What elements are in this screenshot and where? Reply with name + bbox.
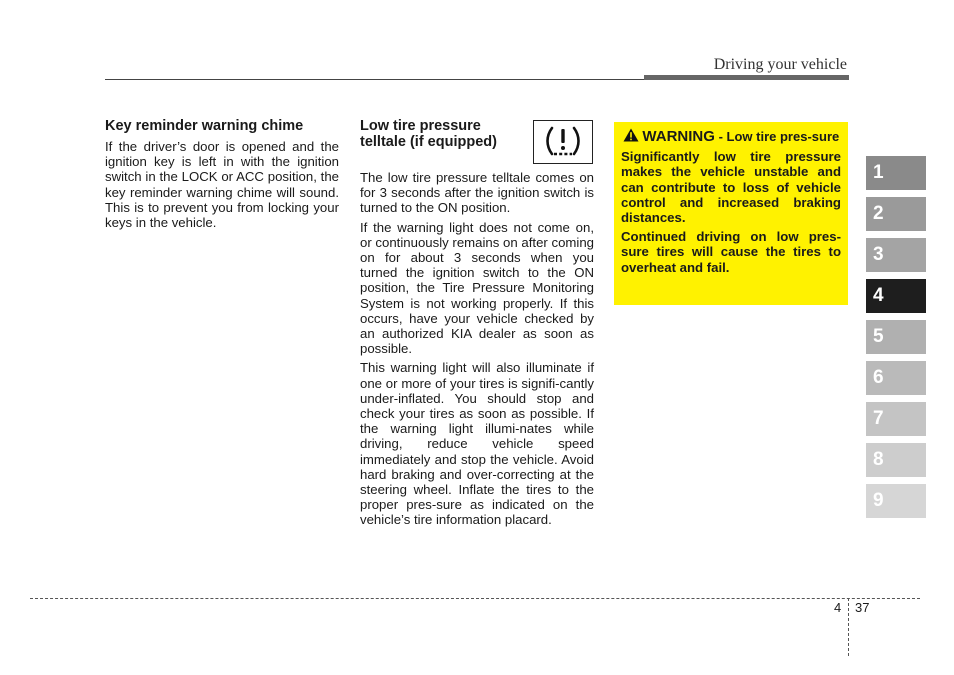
chapter-tabs [866,156,926,525]
section-heading-key-reminder: Key reminder warning chime [105,118,304,134]
running-header: Driving your vehicle [713,56,847,73]
warning-paragraph: Significantly low tire pressure makes the vehicle unstable and can contribute to loss of vehicle control and increased braking distances. [621,149,841,226]
chapter-tab-5[interactable]: 5 [866,320,926,354]
warning-triangle-icon [623,128,639,142]
footer-rule [30,598,920,599]
section-heading-tire-pressure: Low tire pressure telltale (if equipped) [360,118,497,150]
chapter-tab-9[interactable]: 9 [866,484,926,518]
chapter-tab-6[interactable]: 6 [866,361,926,395]
chapter-tab-7[interactable]: 7 [866,402,926,436]
page-number: 37 [855,600,870,615]
tire-pressure-warning-icon [533,120,593,164]
warning-paragraph: Continued driving on low pres-sure tires will cause the tires to overheat and fail. [621,229,841,275]
chapter-tab-1[interactable]: 1 [866,156,926,190]
chapter-tab-2[interactable]: 2 [866,197,926,231]
warning-box [614,122,848,305]
warning-title [621,128,841,144]
chapter-tab-4[interactable]: 4 [866,279,926,313]
footer-divider [848,598,849,656]
paragraph: If the warning light does not come on, or continuously remains on after coming on for about 3 seconds when you turned the ignition switch to the ON position, the Tire Pressure Monitoring System is not working properly. If this occurs, have your vehicle checked by an authorized KIA dealer as soon as possible. [360,219,594,357]
column-tire-pressure [360,118,594,532]
chapter-tab-8[interactable]: 8 [866,443,926,477]
warning-label: WARNING [642,128,715,145]
paragraph: If the driver’s door is opened and the ignition key is left in with the ignition switch in the LOCK or ACC position, the key reminder warning chime will sound. This is to prevent you from locking your keys in the vehicle. [105,139,339,231]
paragraph: This warning light will also illuminate if one or more of your tires is signifi-cantly under-inflated. You should stop and check your tires as soon as possible. If the warning light illumi-nates while driving, reduce vehicle speed immediately and stop the vehicle. Avoid hard braking and over-correcting at the steering wheel. Inflate the tires to the proper pres-sure as indicated on the vehicle’s tire information placard. [360,360,594,528]
column-key-reminder [105,118,339,234]
page-chapter-number: 4 [834,600,842,615]
header-accent-bar [644,75,849,80]
warning-subtitle: - Low tire pres-sure [718,129,840,144]
paragraph: The low tire pressure telltale comes on for 3 seconds after the ignition switch is turned to the ON position. [360,170,594,216]
chapter-tab-3[interactable]: 3 [866,238,926,272]
